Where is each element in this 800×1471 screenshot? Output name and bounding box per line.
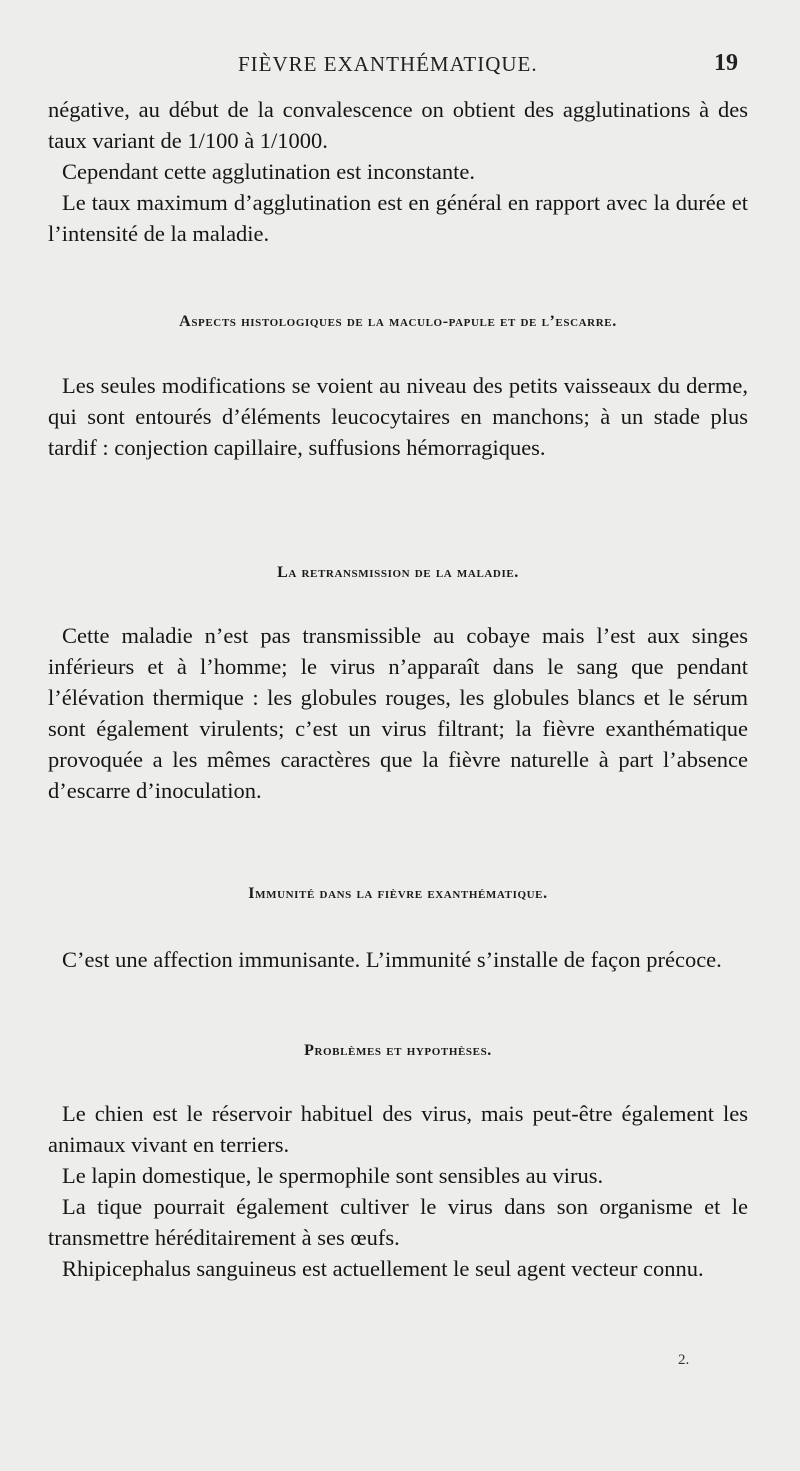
heading-immunity: Immunité dans la fièvre exanthématique. (248, 885, 548, 902)
intro-paragraph-2: Cependant cette agglutination est inconstante. (62, 159, 475, 184)
heading-histology: Aspects histologiques de la maculo-papule et de l’escarre. (179, 313, 617, 330)
intro-paragraph-3: Le taux maximum d’agglutination est en général en rapport avec la durée et l’intensité de la maladie. (48, 190, 748, 246)
running-head (48, 52, 748, 82)
page-number: 19 (714, 50, 738, 76)
intro-paragraph-1: négative, au début de la convalescence on obtient des agglutinations à des taux variant de 1/100 à 1/1000. (48, 97, 748, 153)
retransmission-paragraph: Cette maladie n’est pas transmissible au cobaye mais l’est aux singes inférieurs et à l’homme; le virus n’apparaît dans le sang que pendant l’élévation thermique : les globules rouges, les globules blancs et le sérum sont également virulents; c’est un virus filtrant; la fièvre exanthématique provoquée a les mêmes caractères que la fièvre naturelle à part l’absence d’escarre d’inoculation. (48, 623, 748, 803)
problems-paragraph-2: Le lapin domestique, le spermophile sont sensibles au virus. (62, 1163, 604, 1188)
heading-problems: Problèmes et hypothèses. (304, 1042, 492, 1059)
heading-retransmission: La retransmission de la maladie. (277, 564, 519, 581)
problems-paragraph-1: Le chien est le réservoir habituel des virus, mais peut-être également les animaux vivant en terriers. (48, 1101, 748, 1157)
problems-paragraph-3: La tique pourrait également cultiver le virus dans son organisme et le transmettre héréditairement à ses œufs. (48, 1194, 748, 1250)
problems-block (48, 1098, 748, 1284)
signature-mark: 2. (678, 1352, 690, 1368)
immunity-paragraph: C’est une affection immunisante. L’immunité s’installe de façon précoce. (62, 947, 722, 972)
histology-block (48, 370, 748, 463)
histology-paragraph: Les seules modifications se voient au niveau des petits vaisseaux du derme, qui sont entourés d’éléments leucocytaires en manchons; à un stade plus tardif : conjection capillaire, suffusions hémorragiques. (48, 373, 748, 460)
running-title: FIÈVRE EXANTHÉMATIQUE. (238, 52, 538, 76)
immunity-block (48, 944, 748, 975)
intro-block (48, 94, 748, 249)
problems-paragraph-4: Rhipicephalus sanguineus est actuellement le seul agent vecteur connu. (62, 1256, 704, 1281)
retransmission-block (48, 620, 748, 806)
